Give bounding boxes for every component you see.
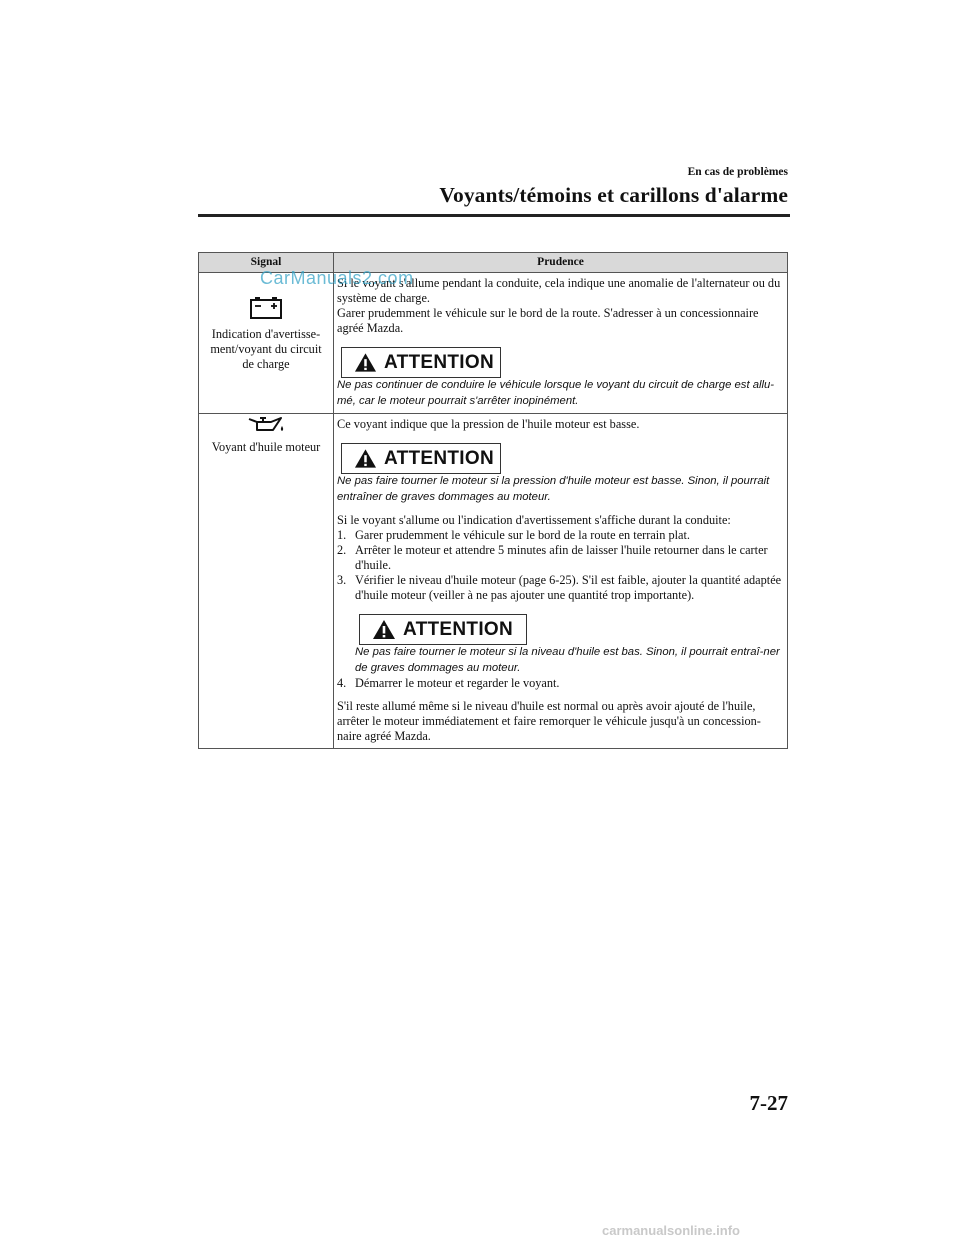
battery-icon [249, 297, 283, 319]
step-number: 3. [337, 573, 347, 587]
caution-paragraph: S'il reste allumé même si le niveau d'huile est normal ou après avoir ajouté de l'huile, arrêter le moteur immédiatement et faire remorquer le véhicule jusqu'à un concession-naire agréé Mazda. [337, 699, 761, 743]
attention-box [341, 347, 501, 378]
warning-triangle-icon [372, 619, 396, 640]
attention-label: ATTENTION [403, 619, 514, 640]
step-text: Arrêter le moteur et attendre 5 minutes afin de laisser l'huile retourner dans le carter d'huile. [355, 543, 768, 572]
step-number: 1. [337, 528, 347, 542]
signal-cell [199, 273, 334, 414]
watermark: CarManuals2.com [260, 268, 414, 288]
step-number: 2. [337, 543, 347, 557]
page-title: Voyants/témoins et carillons d'alarme [439, 183, 788, 207]
caution-cell [334, 414, 788, 749]
signal-caption-line: Indication d'avertisse- [211, 327, 321, 341]
caution-paragraph: Si le voyant s'allume ou l'indication d'avertissement s'affiche durant la conduite: [337, 513, 731, 527]
page-number: 7-27 [749, 1091, 788, 1115]
caution-paragraph: Si le voyant s'allume pendant la conduite, cela indique une anomalie de l'alternateur ou du système de charge. [337, 276, 781, 305]
attention-box [359, 614, 527, 645]
attention-label: ATTENTION [383, 448, 494, 469]
table-row [199, 273, 788, 414]
oil-can-icon [247, 414, 285, 434]
signal-header: Signal [199, 253, 334, 273]
steps-list [337, 528, 783, 603]
list-item [337, 573, 783, 603]
caution-paragraph: Ce voyant indique que la pression de l'huile moteur est basse. [337, 417, 640, 431]
step-text: Démarrer le moteur et regarder le voyant. [355, 676, 560, 690]
steps-list [337, 676, 783, 691]
step-attention-block [355, 603, 783, 676]
step-text: Garer prudemment le véhicule sur le bord de la route en terrain plat. [355, 528, 690, 542]
footer-watermark: carmanualsonline.info [602, 1223, 740, 1238]
caution-paragraph: Garer prudemment le véhicule sur le bord de la route. S'adresser à un concessionnaire agréé Mazda. [337, 306, 759, 335]
attention-label: ATTENTION [383, 352, 494, 373]
signal-caption-line: ment/voyant du circuit [210, 342, 322, 356]
list-item [337, 676, 783, 691]
caution-header: Prudence [334, 253, 788, 273]
warning-triangle-icon [354, 352, 377, 373]
list-item [337, 528, 783, 543]
step-number: 4. [337, 676, 347, 690]
attention-text: Ne pas faire tourner le moteur si la pression d'huile moteur est basse. Sinon, il pourrait entraîner de graves dommages au moteur. [337, 475, 770, 503]
signal-caption-line: de charge [242, 357, 290, 371]
warning-triangle-icon [354, 448, 377, 469]
attention-text: Ne pas faire tourner le moteur si la niveau d'huile est bas. Sinon, il pourrait entraî-ner de graves dommages au moteur. [355, 646, 780, 674]
attention-box [341, 443, 501, 474]
caution-cell [334, 273, 788, 414]
step-text: Vérifier le niveau d'huile moteur (page 6-25). S'il est faible, ajouter la quantité adaptée d'huile moteur (veiller à ne pas ajouter une quantité trop importante). [355, 573, 782, 602]
signal-cell [199, 414, 334, 749]
title-rule [198, 214, 790, 217]
attention-text: Ne pas continuer de conduire le véhicule lorsque le voyant du circuit de charge est allu-mé, car le moteur pourrait s'arrêter inopinément. [337, 379, 775, 407]
signal-caption: Voyant d'huile moteur [211, 440, 321, 454]
table-row [199, 414, 788, 749]
list-item [337, 543, 783, 573]
warning-table [198, 252, 788, 749]
section-label: En cas de problèmes [687, 166, 788, 178]
